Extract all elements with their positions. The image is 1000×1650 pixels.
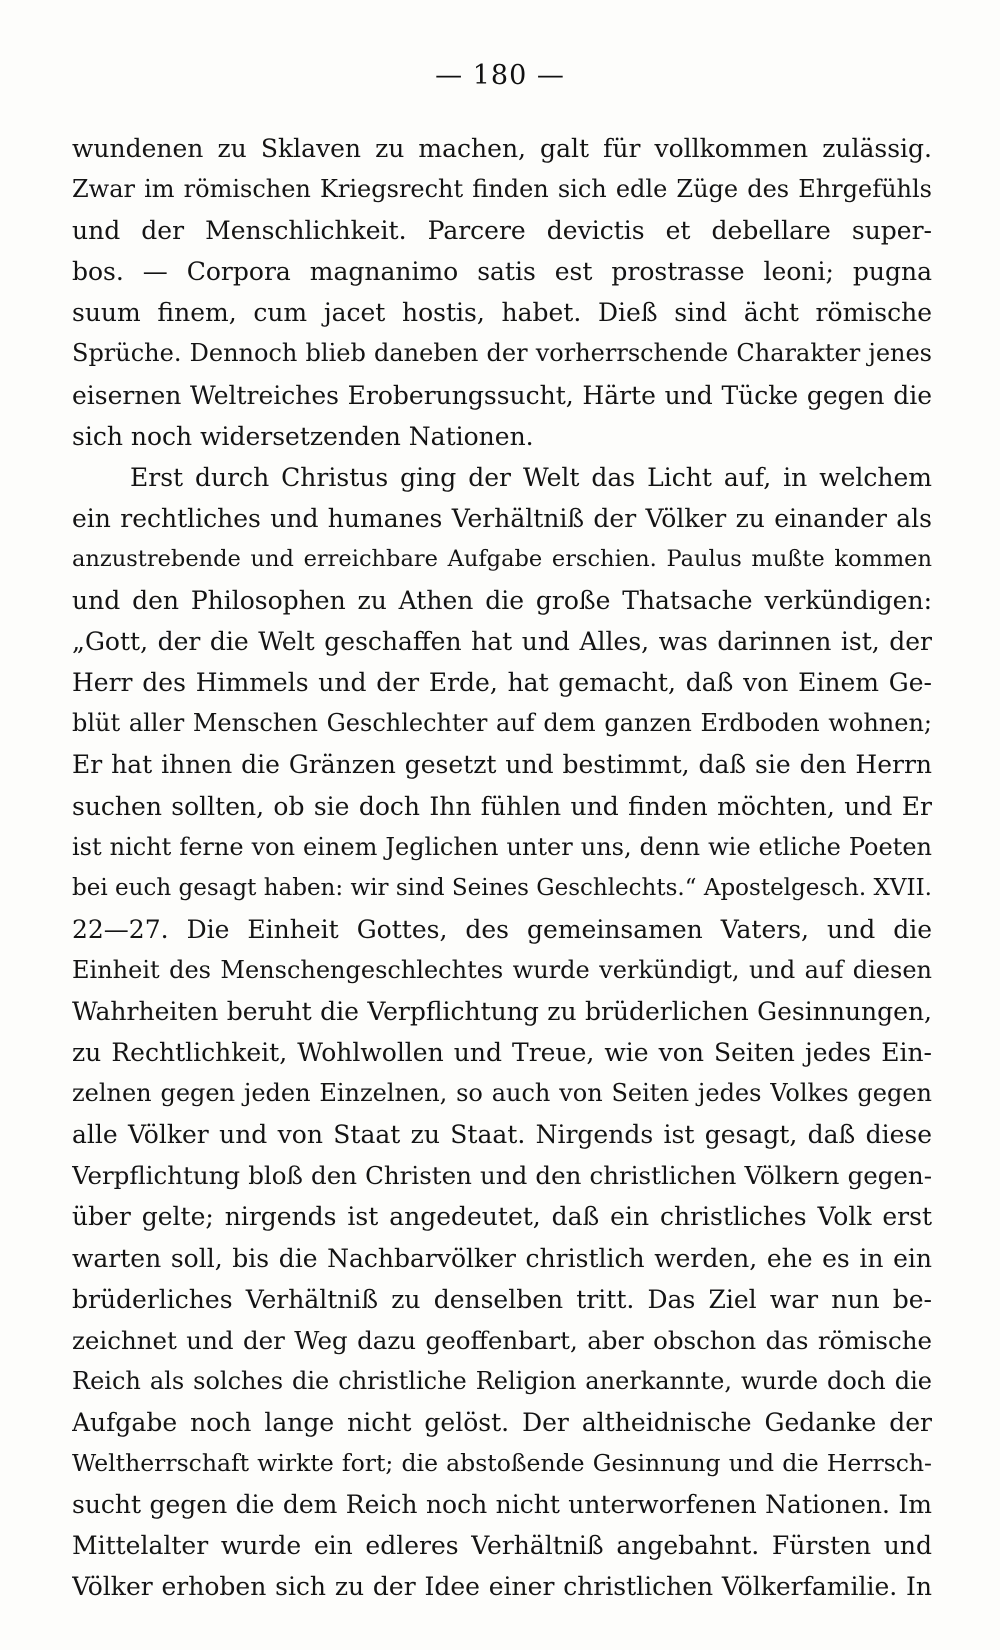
body-text (72, 128, 932, 1607)
text-line: warten soll, bis die Nachbarvölker christlich werden, ehe es in ein (72, 1243, 932, 1273)
text-line: Einheit des Menschengeschlechtes wurde verkündigt, und auf diesen (72, 955, 932, 984)
text-line: zelnen gegen jeden Einzelnen, so auch von Seiten jedes Volkes gegen (72, 1079, 932, 1108)
text-line: wundenen zu Sklaven zu machen, galt für vollkommen zulässig. (72, 134, 932, 163)
text-line: eisernen Weltreiches Eroberungssucht, Härte und Tücke gegen die (72, 380, 932, 410)
text-line: 22—27. Die Einheit Gottes, des gemeinsamen Vaters, und die (72, 914, 932, 944)
text-line: anzustrebende und erreichbare Aufgabe erschien. Paulus mußte kommen (72, 545, 932, 572)
text-line: Mittelalter wurde ein edleres Verhältniß angebahnt. Fürsten und (72, 1531, 932, 1561)
text-line: sucht gegen die dem Reich noch nicht unterworfenen Nationen. Im (72, 1490, 932, 1520)
text-line: bei euch gesagt haben: wir sind Seines Geschlechts.“ Apostelgesch. XVII. (72, 874, 932, 901)
text-line: alle Völker und von Staat zu Staat. Nirgends ist gesagt, daß diese (72, 1120, 932, 1150)
text-line: ist nicht ferne von einem Jeglichen unter uns, denn wie etliche Poeten (72, 832, 932, 861)
page-number: — 180 — (435, 60, 565, 91)
text-line: suum finem, cum jacet hostis, habet. Dieß sind ächt römische (72, 298, 932, 328)
text-line: ein rechtliches und humanes Verhältniß der Völker zu einander als (72, 503, 932, 533)
text-line: sich noch widersetzenden Nationen. (72, 421, 534, 451)
text-line: und den Philosophen zu Athen die große Thatsache verkündigen: (72, 586, 932, 616)
text-line: Reich als solches die christliche Religion anerkannte, wurde doch die (72, 1366, 932, 1395)
text-line: Verpflichtung bloß den Christen und den christlichen Völkern gegen- (72, 1161, 932, 1191)
text-line: Er hat ihnen die Gränzen gesetzt und bestimmt, daß sie den Herrn (72, 750, 932, 780)
text-line: Aufgabe noch lange nicht gelöst. Der altheidnische Gedanke der (72, 1407, 932, 1437)
text-line: brüderliches Verhältniß zu denselben tritt. Das Ziel war nun be- (72, 1284, 932, 1314)
text-line: Völker erhoben sich zu der Idee einer christlichen Völkerfamilie. In (72, 1572, 932, 1602)
text-line: und der Menschlichkeit. Parcere devictis et debellare super- (72, 216, 932, 246)
text-line: „Gott, der die Welt geschaffen hat und Alles, was darinnen ist, der (72, 627, 932, 657)
text-line: Herr des Himmels und der Erde, hat gemacht, daß von Einem Ge- (72, 668, 932, 698)
text-line: Wahrheiten beruht die Verpflichtung zu brüderlichen Gesinnungen, (72, 996, 932, 1026)
text-line: Zwar im römischen Kriegsrecht finden sich edle Züge des Ehrgefühls (72, 175, 932, 204)
text-line: blüt aller Menschen Geschlechter auf dem ganzen Erdboden wohnen; (72, 709, 932, 738)
text-line: Weltherrschaft wirkte fort; die abstoßende Gesinnung und die Herrsch- (72, 1449, 932, 1477)
text-line: zu Rechtlichkeit, Wohlwollen und Treue, wie von Seiten jedes Ein- (72, 1038, 932, 1068)
text-line: zeichnet und der Weg dazu geoffenbart, aber obschon das römische (72, 1325, 932, 1355)
text-line: über gelte; nirgends ist angedeutet, daß ein christliches Volk erst (72, 1202, 932, 1232)
text-line: bos. — Corpora magnanimo satis est prostrasse leoni; pugna (72, 257, 932, 287)
text-line: Erst durch Christus ging der Welt das Licht auf, in welchem (130, 462, 932, 492)
text-line: Sprüche. Dennoch blieb daneben der vorherrschende Charakter jenes (72, 339, 932, 368)
text-line: suchen sollten, ob sie doch Ihn fühlen und finden möchten, und Er (72, 791, 932, 821)
